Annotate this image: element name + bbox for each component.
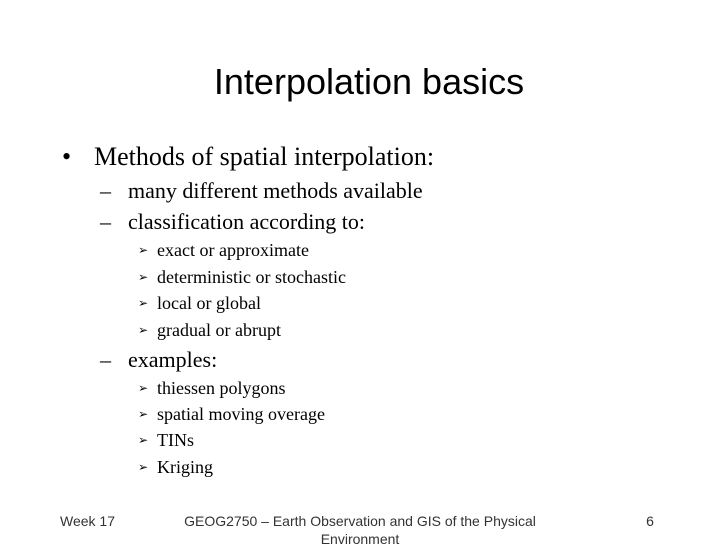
- dash-icon: –: [100, 209, 111, 234]
- example-item-text: spatial moving overage: [157, 404, 325, 424]
- footer-week: Week 17: [60, 513, 115, 529]
- arrow-bullet-icon: ➢: [138, 270, 149, 284]
- arrow-bullet-icon: ➢: [138, 433, 149, 447]
- arrow-bullet-icon: ➢: [138, 296, 149, 310]
- example-item-text: thiessen polygons: [157, 378, 286, 398]
- sub-item-text: many different methods available: [128, 178, 423, 203]
- example-item-text: Kriging: [157, 457, 213, 477]
- dash-icon: –: [100, 178, 111, 203]
- bullet-icon: •: [62, 142, 72, 171]
- sub-item-text: examples:: [128, 347, 218, 372]
- dash-icon: –: [100, 347, 111, 372]
- slide-title: Interpolation basics: [213, 61, 525, 102]
- arrow-bullet-icon: ➢: [138, 407, 149, 421]
- classification-item-text: local or global: [157, 293, 261, 313]
- footer-page-number: 6: [646, 513, 654, 529]
- classification-item-text: deterministic or stochastic: [157, 267, 346, 287]
- arrow-bullet-icon: ➢: [138, 323, 149, 337]
- sub-item-text: classification according to:: [128, 209, 366, 234]
- arrow-bullet-icon: ➢: [138, 381, 149, 395]
- main-bullet-text: Methods of spatial interpolation:: [94, 142, 435, 171]
- example-item-text: TINs: [157, 430, 194, 450]
- footer-course: GEOG2750 – Earth Observation and GIS of the Physical Environment: [184, 513, 536, 547]
- arrow-bullet-icon: ➢: [138, 243, 149, 257]
- classification-item-text: gradual or abrupt: [157, 320, 281, 340]
- classification-item-text: exact or approximate: [157, 240, 309, 260]
- arrow-bullet-icon: ➢: [138, 460, 149, 474]
